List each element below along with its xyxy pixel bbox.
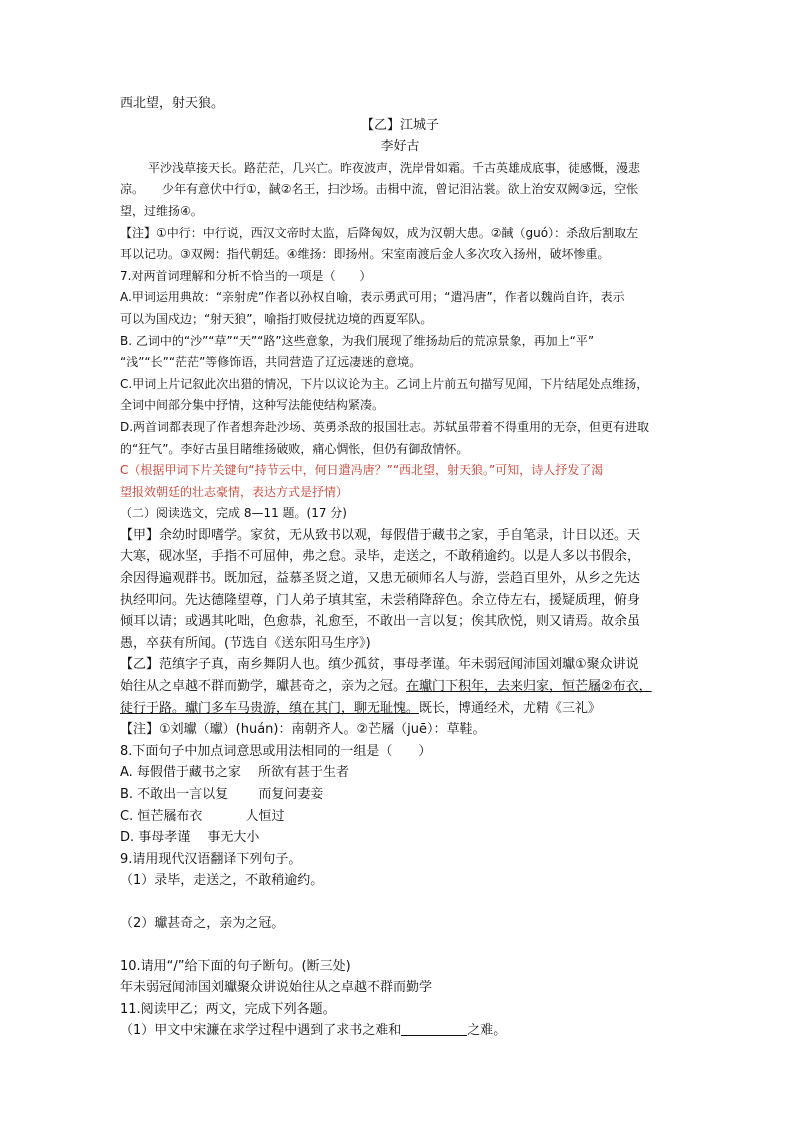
q7-option-c-2: 全词中间部分集中抒情，这种写法能使结构紧凑。: [120, 398, 385, 413]
q7-answer-1: C（根据甲词下片关键句“持节云中，何日遣冯唐？”“西北望，射天狼。”可知，诗人抒发了渴: [120, 463, 604, 478]
q11-text: （1）甲文中宋濂在求学过程中遇到了求书之难和: [120, 1023, 402, 1039]
passage-yi-line-1: 【乙】范缜字子真，南乡舞阴人也。缜少孤贫，事母孝谨。年未弱冠闻沛国刘瓛①聚众讲说: [120, 657, 639, 673]
q9-sentence-1: （1）录毕，走送之，不敢稍逾约。: [120, 873, 324, 889]
q8-option-a: A. 每假借于藏书之家 所欲有甚于生者: [120, 765, 350, 781]
underlined-sentence: 在瓛门下积年，去来归家，恒芒屩②布衣，: [406, 679, 652, 695]
q7-option-d-2: 的“狂气”。李好古虽目睹维扬破败，痛心惆怅，但仍有御敌情怀。: [120, 441, 469, 456]
answer-space: [120, 892, 680, 913]
passage-jia-line-4: 执经叩问。先达德隆望尊，门人弟子填其室，未尝稍降辞色。余立侍左右，援疑质理，俯身: [120, 592, 641, 608]
poem-yi-author: 李好古: [380, 139, 420, 155]
question-9-stem: 9.请用现代汉语翻译下列句子。: [120, 851, 302, 867]
passage-jia-line-1: 【甲】余幼时即嗜学。家贫，无从致书以观，每假借于藏书之家，手自笔录，计日以还。天: [120, 527, 641, 543]
q7-option-a-1: A.甲词运用典故：“亲射虎”作者以孙权自喻，表示勇武可用；“遣冯唐”，作者以魏尚自许，表示: [120, 290, 625, 305]
passage-yi-text: 始往从之卓越不群而勤学，瓛甚奇之，亲为之冠。: [120, 679, 407, 695]
passage-yi-line-3: [120, 698, 680, 720]
q7-option-d-1: D.两首词都表现了作者想奔赴沙场、英勇杀敌的报国壮志。苏轼虽带着不得重用的无奈，但更有进取: [120, 419, 650, 434]
underlined-sentence: 徒行于路。瓛门多车马贵游，缜在其门，聊无耻愧。: [120, 700, 420, 716]
q8-option-c: C. 恒芒屩布衣 人恒过: [120, 808, 285, 824]
passage-jia-line-6: 愚，卒获有所闻。(节选自《送东阳马生序》): [120, 635, 371, 651]
poem-yi-title: 【乙】江城子: [360, 117, 439, 133]
q7-option-b-1: B. 乙词中的“沙”“草”“天”“路”这些意象，为我们展现了维扬劫后的荒凉景象，再加上“平”: [120, 333, 595, 348]
question-11-stem: 11.阅读甲乙；两文，完成下列各题。: [120, 1001, 336, 1017]
section-2-heading: （二）阅读选文，完成 8—11 题。(17 分): [120, 506, 347, 521]
poem-yi-line-3: 望，过维扬④。: [120, 203, 203, 218]
q8-option-d: D. 事母孝谨 事无大小: [120, 830, 260, 846]
poem-yi-line-2: 凉。 少年有意伏中行①，馘②名王，扫沙场。击楫中流，曾记泪沾裳。欲上治安双阙③远，空怅: [120, 182, 639, 197]
passage-yi-note: 【注】①刘瓛（瓛）(huán)：南朝齐人。②芒屩（juē）：草鞋。: [120, 722, 486, 738]
fill-blank[interactable]: [401, 1021, 467, 1036]
document-page: [120, 93, 680, 1042]
q9-sentence-2: （2）瓛甚奇之，亲为之冠。: [120, 915, 285, 931]
poem-jia-last-line: 西北望，射天狼。: [120, 96, 225, 111]
question-10-stem: 10.请用“/”给下面的句子断句。(断三处): [120, 958, 351, 974]
passage-jia-line-3: 余因得遍观群书。既加冠，益慕圣贤之道，又患无硕师名人与游，尝趋百里外，从乡之先达: [120, 571, 641, 587]
passage-jia-line-2: 大寒，砚冰坚，手指不可屈伸，弗之怠。录毕，走送之，不敢稍逾约。以是人多以书假余，: [120, 549, 641, 565]
question-8-stem: 8.下面句子中加点词意思或用法相同的一组是（ ）: [120, 743, 432, 759]
passage-jia-line-5: 倾耳以请；或遇其叱咄，色愈恭，礼愈至，不敢出一言以复；俟其欣悦，则又请焉。故余虽: [120, 614, 641, 630]
passage-yi-line-2: [120, 676, 680, 698]
poem-yi-note-1: 【注】①中行：中行说，西汉文帝时太监，后降匈奴，成为汉朝大患。②馘（guó）：杀敌后割取左: [120, 225, 639, 240]
q11-part-1: [120, 1020, 680, 1042]
q7-answer-2: 望报效朝廷的壮志豪情，表达方式是抒情）: [120, 484, 349, 499]
q7-option-c-1: C.甲词上片记叙此次出猎的情况，下片以议论为主。乙词上片前五句描写见闻，下片结尾处点维扬，: [120, 376, 649, 391]
q7-option-a-2: 可以为国戍边；“射天狼”，喻指打败侵扰边境的西夏军队。: [120, 311, 433, 326]
poem-yi-note-2: 耳以记功。③双阙：指代朝廷。④维扬：即扬州。宋室南渡后金人多次攻入扬州，破坏惨重。: [120, 247, 610, 262]
answer-space: [120, 935, 680, 956]
q10-sentence: 年未弱冠闻沛国刘瓛聚众讲说始往从之卓越不群而勤学: [120, 980, 433, 996]
q7-option-b-2: “浅”“长”“茫茫”等修饰语，共同营造了辽远凄迷的意境。: [120, 355, 422, 370]
question-7-stem: 7.对两首词理解和分析不恰当的一项是（ ）: [120, 268, 372, 283]
passage-yi-text: 既长，博通经术，尤精《三礼》: [419, 700, 602, 716]
q11-text: 之难。: [467, 1023, 507, 1039]
q8-option-b: B. 不敢出一言以复 而复问妻妾: [120, 787, 324, 802]
poem-yi-line-1: 平沙浅草接天长。路茫茫，几兴亡。昨夜波声，洗岸骨如霜。千古英雄成底事，徒感慨，漫悲: [148, 160, 641, 175]
